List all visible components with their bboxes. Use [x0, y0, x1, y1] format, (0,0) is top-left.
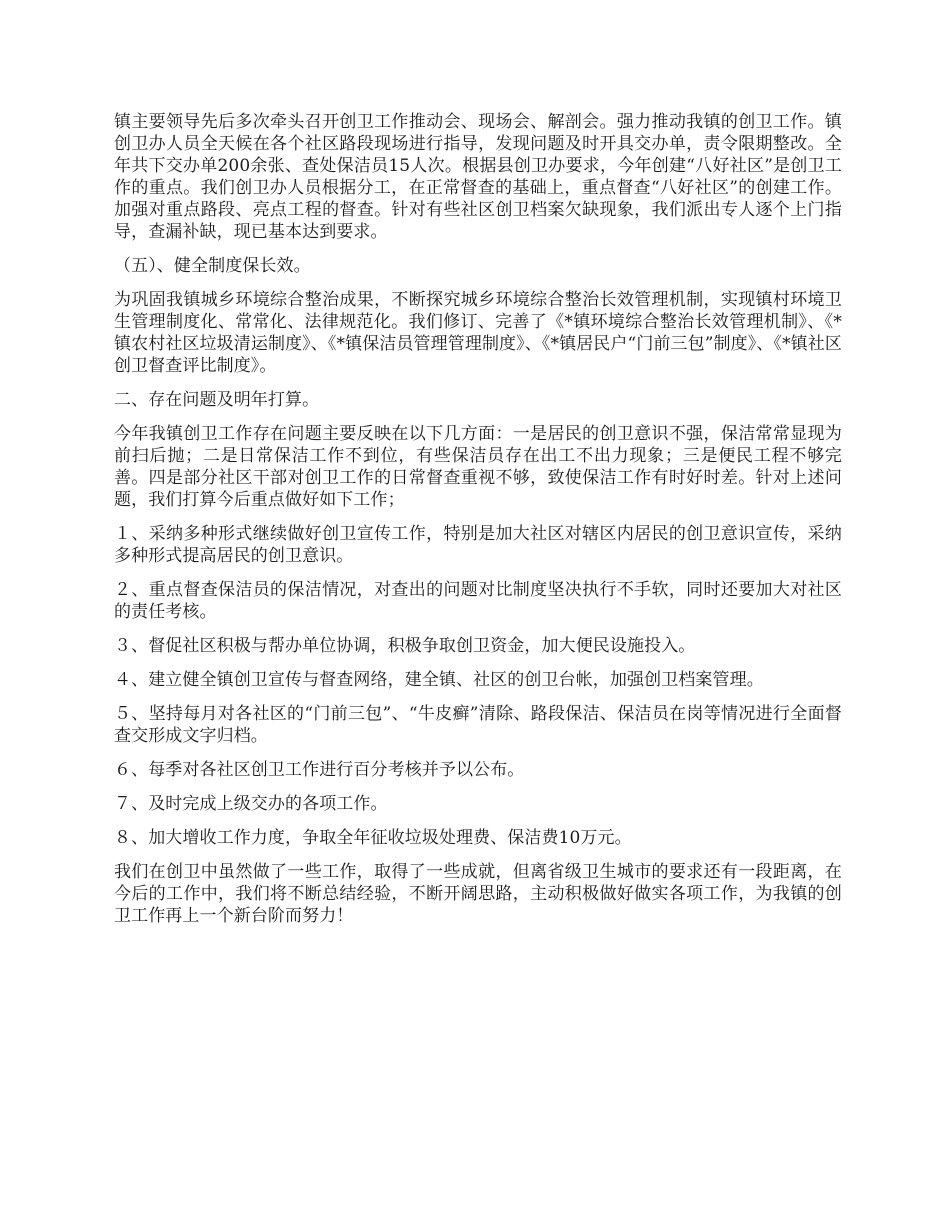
- list-item-7: ７、及时完成上级交办的各项工作。: [114, 794, 388, 814]
- list-item-8: ８、加大增收工作力度，争取全年征收垃圾处理费、保洁费10万元。: [114, 828, 632, 848]
- section-heading-system: （五）、健全制度保长效。: [114, 256, 311, 276]
- paragraph-leadership-work: 镇主要领导先后多次牵头召开创卫工作推动会、现场会、解剖会。强力推动我镇的创卫工作。镇创卫办人员全天候在各个社区路段现场进行指导，发现问题及时开具交办单，责令限期整改。全年共下交办单200余张、查处保洁员15人次。根据县创卫办要求，今年创建“八好社区”是创卫工作的重点。我们创卫办人员根据分工，在正常督查的基础上，重点督查“八好社区”的创建工作。加强对重点路段、亮点工程的督查。针对有些社区创卫档案欠缺现象，我们派出专人逐个上门指导，查漏补缺，现已基本达到要求。: [114, 112, 842, 242]
- paragraph-conclusion: 我们在创卫中虽然做了一些工作，取得了一些成就，但离省级卫生城市的要求还有一段距离，在今后的工作中，我们将不断总结经验，不断开阔思路，主动积极做好做实各项工作，为我镇的创卫工作再上一个新台阶而努力！: [114, 862, 842, 926]
- document-page: [114, 111, 842, 939]
- list-item-4: ４、建立健全镇创卫宣传与督查网络，建全镇、社区的创卫台帐，加强创卫档案管理。: [114, 670, 764, 690]
- list-item-5: ５、坚持每月对各社区的“门前三包”、“牛皮癣”清除、路段保洁、保洁员在岗等情况进行全面督查交形成文字归档。: [114, 704, 842, 746]
- list-item-6: ６、每季对各社区创卫工作进行百分考核并予以公布。: [114, 760, 525, 780]
- paragraph-system-rules: 为巩固我镇城乡环境综合整治成果，不断探究城乡环境综合整治长效管理机制，实现镇村环境卫生管理制度化、常常化、法律规范化。我们修订、完善了《*镇环境综合整治长效管理机制》、《*镇农村社区垃圾清运制度》、《*镇保洁员管理管理制度》、《*镇居民户“门前三包”制度》、《*镇社区创卫督查评比制度》。: [114, 290, 842, 376]
- paragraph-problems: 今年我镇创卫工作存在问题主要反映在以下几方面：一是居民的创卫意识不强，保洁常常显现为前扫后抛；二是日常保洁工作不到位，有些保洁员存在出工不出力现象；三是便民工程不够完善。四是部分社区干部对创卫工作的日常督查重视不够，致使保洁工作有时好时差。针对上述问题，我们打算今后重点做好如下工作；: [114, 424, 842, 510]
- section-heading-problems: 二、存在问题及明年打算。: [114, 390, 320, 410]
- list-item-3: ３、督促社区积极与帮办单位协调，积极争取创卫资金，加大便民设施投入。: [114, 636, 696, 656]
- list-item-2: ２、重点督查保洁员的保洁情况，对查出的问题对比制度坚决执行不手软，同时还要加大对社区的责任考核。: [114, 580, 842, 622]
- list-item-1: １、采纳多种形式继续做好创卫宣传工作，特别是加大社区对辖区内居民的创卫意识宣传，采纳多种形式提高居民的创卫意识。: [114, 524, 842, 566]
